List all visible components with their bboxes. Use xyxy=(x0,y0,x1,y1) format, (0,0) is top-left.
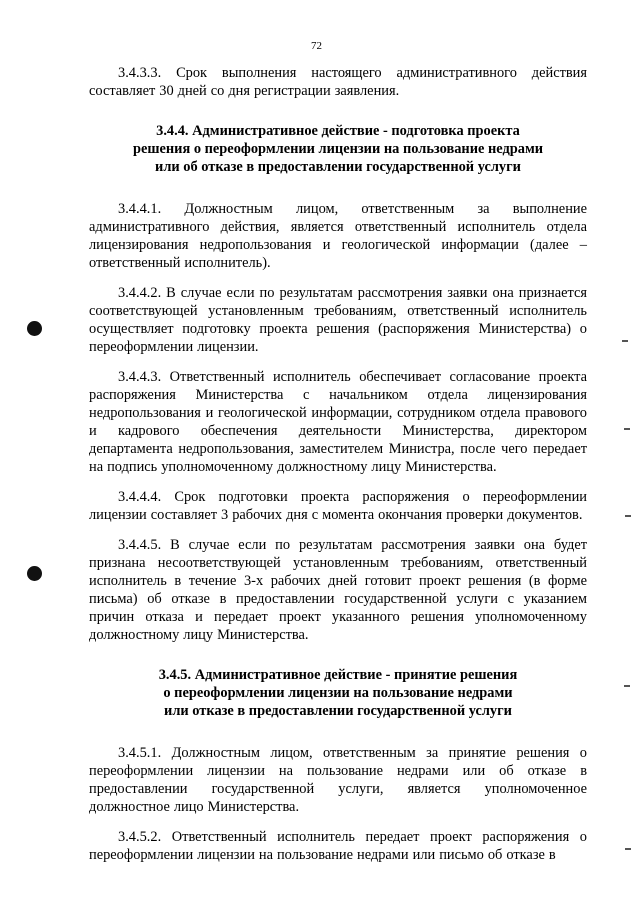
heading-line: или отказе в предоставлении государственной услуги xyxy=(164,703,512,719)
paragraph-3-4-4-5: 3.4.4.5. В случае если по результатам рассмотрения заявки она будет признана несоответствующей установленным требованиям, ответственный исполнитель в течение 3-х рабочих дней готовит проект решения (в форме письма) об отказе в предоставлении государственной услуги с указанием причин отказа и передает проект указанного решения уполномоченному должностному лицу Министерства. xyxy=(89,537,587,643)
paragraph-3-4-4-3: 3.4.4.3. Ответственный исполнитель обеспечивает согласование проекта распоряжения Министерства с начальником отдела лицензирования недропользования и геологической информации, сотрудником отдела правового и кадрового обеспечения деятельности Министерства, директором департамента недропользования, заместителем Министра, после чего передает на подпись уполномоченному должностному лицу Министерства. xyxy=(89,369,587,475)
heading-line: или об отказе в предоставлении государственной услуги xyxy=(155,159,521,175)
paragraph-3-4-5-1: 3.4.5.1. Должностным лицом, ответственным за принятие решения о переоформлении лицензии на пользование недрами или об отказе в предоставлении государственной услуги, является уполномоченное должностное лицо Министерства. xyxy=(89,745,587,815)
heading-line: о переоформлении лицензии на пользование недрами xyxy=(163,685,513,701)
document-body xyxy=(89,64,587,864)
section-heading-3-4-4 xyxy=(89,122,587,176)
page-number: 72 xyxy=(311,40,322,52)
punch-hole xyxy=(27,321,42,336)
paragraph-3-4-3-3: 3.4.3.3. Срок выполнения настоящего административного действия составляет 30 дней со дня регистрации заявления. xyxy=(89,65,587,99)
scan-speck xyxy=(622,340,628,342)
scan-speck xyxy=(625,848,631,850)
scan-speck xyxy=(624,685,630,687)
heading-line: 3.4.5. Административное действие - принятие решения xyxy=(158,667,518,683)
scan-speck xyxy=(625,515,631,517)
paragraph-3-4-5-2: 3.4.5.2. Ответственный исполнитель передает проект распоряжения о переоформлении лицензии на пользование недрами или письмо об отказе в xyxy=(89,829,587,863)
punch-hole xyxy=(27,566,42,581)
paragraph-3-4-4-2: 3.4.4.2. В случае если по результатам рассмотрения заявки она признается соответствующей установленным требованиям, ответственный исполнитель осуществляет подготовку проекта решения (распоряжения Министерства) о переоформлении лицензии. xyxy=(89,285,587,355)
scan-speck xyxy=(624,428,630,430)
paragraph-3-4-4-4: 3.4.4.4. Срок подготовки проекта распоряжения о переоформлении лицензии составляет 3 рабочих дня с момента окончания проверки документов. xyxy=(89,489,587,523)
heading-line: решения о переоформлении лицензии на пользование недрами xyxy=(132,141,544,157)
section-heading-3-4-5 xyxy=(89,666,587,720)
paragraph-3-4-4-1: 3.4.4.1. Должностным лицом, ответственным за выполнение административного действия, является ответственный исполнитель отдела лицензирования недропользования и геологической информации (далее – ответственный исполнитель). xyxy=(89,201,587,271)
heading-line: 3.4.4. Административное действие - подготовка проекта xyxy=(156,123,520,139)
